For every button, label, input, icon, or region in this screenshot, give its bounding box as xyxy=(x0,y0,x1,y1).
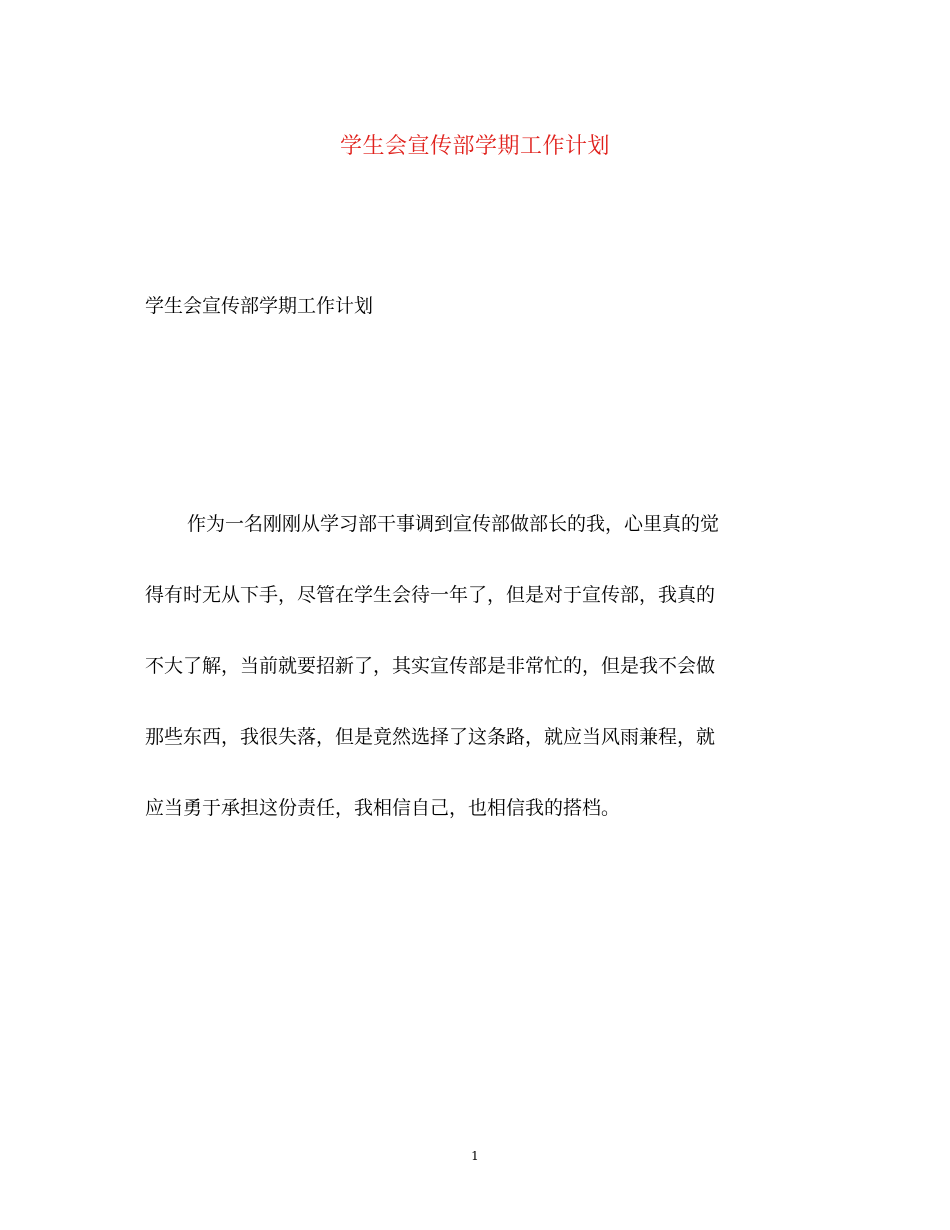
document-subtitle: 学生会宣传部学期工作计划 xyxy=(145,295,374,317)
document-title: 学生会宣传部学期工作计划 xyxy=(339,134,610,159)
page-number: 1 xyxy=(471,1149,479,1163)
paragraph-line: 那些东西，我很失落，但是竟然选择了这条路，就应当风雨兼程，就 xyxy=(145,726,716,748)
paragraph-line: 应当勇于承担这份责任，我相信自己，也相信我的搭档。 xyxy=(145,797,621,819)
paragraph-line: 作为一名刚刚从学习部干事调到宣传部做部长的我，心里真的觉 xyxy=(187,513,720,535)
paragraph-line: 不大了解，当前就要招新了，其实宣传部是非常忙的，但是我不会做 xyxy=(145,655,716,677)
paragraph-line: 得有时无从下手，尽管在学生会待一年了，但是对于宣传部，我真的 xyxy=(145,584,716,606)
